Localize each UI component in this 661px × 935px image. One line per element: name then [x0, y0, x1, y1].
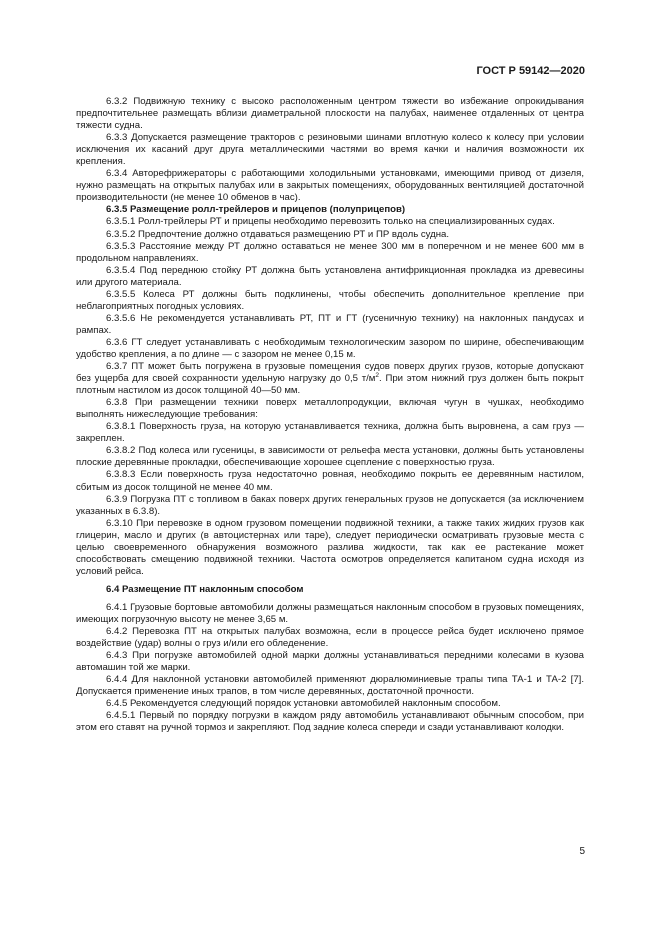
paragraph: 6.3.5.3 Расстояние между РТ должно оставаться не менее 300 мм в поперечном и не менее 600 мм в продольном направлениях.: [76, 240, 584, 264]
paragraph-text: 6.3.7 ПТ может быть погружена в грузовые помещения судов поверх других грузов, которые допускают без ущерба для своей сохранности удельную нагрузку до 0,5 т/м: [76, 361, 584, 385]
paragraph: 6.3.10 При перевозке в одном грузовом помещении подвижной техники, а также таких жидких грузов как глицерин, масло и других (в автоцистернах или таре), следует периодически осматривать грузовые места с целью своевременного обнаружения возможного разлива жидкости, так как ее растекание может способствовать смещению подвижной техники. Частота осмотров определяется капитаном судна исходя из условий рейса.: [76, 517, 584, 577]
paragraph: 6.3.3 Допускается размещение тракторов с резиновыми шинами вплотную колесо к колесу при условии исключения их касаний друг друга металлическими частями во время качки и наличия возможности их крепления.: [76, 132, 584, 168]
paragraph: 6.4.5 Рекомендуется следующий порядок установки автомобилей наклонным способом.: [106, 698, 501, 710]
paragraph: 6.3.8 При размещении техники поверх металлопродукции, включая чугун в чушках, необходимо выполнять нижеследующие требования:: [76, 397, 584, 421]
paragraph: 6.3.6 ГТ следует устанавливать с необходимым технологическим зазором по ширине, обеспечивающим удобство крепления, а по длине — с зазором не менее 0,15 м.: [76, 336, 584, 360]
paragraph: 6.3.8.2 Под колеса или гусеницы, в зависимости от рельефа места установки, должны быть установлены плоские деревянные прокладки, обеспечивающие хорошее сцепление с поверхностью груза.: [76, 445, 584, 469]
paragraph: 6.4.4 Для наклонной установки автомобилей применяют дюралюминиевые трапы типа ТА-1 и ТА-2 [7]. Допускается применение иных трапов, в том числе деревянных, достаточной прочности.: [76, 674, 584, 698]
paragraph: 6.4.1 Грузовые бортовые автомобили должны размещаться наклонным способом в грузовых помещениях, имеющих погрузочную высоту не менее 3,65 м.: [76, 601, 584, 625]
paragraph: 6.3.5.1 Ролл-трейлеры РТ и прицепы необходимо перевозить только на специализированных судах.: [106, 216, 555, 228]
paragraph: 6.4.5.1 Первый по порядку погрузки в каждом ряду автомобиль устанавливают обычным способом, при этом его ставят на ручной тормоз и закрепляют. Под задние колеса спереди и сзади устанавливают колодки.: [76, 710, 584, 734]
superscript: 2: [375, 371, 380, 379]
paragraph: 6.3.4 Авторефрижераторы с работающими холодильными установками, имеющими привод от дизеля, нужно размещать на открытых палубах или в закрытых помещениях, оборудованных вентиляцией достаточной производительности (не менее 10 обменов в час).: [76, 168, 584, 204]
paragraph-text-tail: . При этом нижний груз должен быть покрыт плотным настилом из досок толщиной 40—50 мм.: [76, 373, 584, 397]
paragraph: 6.3.8.3 Если поверхность груза недостаточно ровная, необходимо покрыть ее деревянным настилом, сбитым из досок толщиной не менее 40 мм.: [76, 469, 584, 493]
standard-header: ГОСТ Р 59142—2020: [476, 65, 585, 77]
paragraph: 6.3.5.2 Предпочтение должно отдаваться размещению РТ и ПР вдоль судна.: [106, 228, 450, 240]
paragraph: 6.3.8.1 Поверхность груза, на которую устанавливается техника, должна быть выровнена, а сам груз — закреплен.: [76, 421, 584, 445]
document-body: [76, 96, 584, 734]
paragraph: [76, 361, 584, 397]
page-number: 5: [579, 846, 585, 857]
paragraph: 6.3.9 Погрузка ПТ с топливом в баках поверх других генеральных грузов не допускается (за исключением указанных в 6.3.8).: [76, 493, 584, 517]
paragraph: 6.4.3 При погрузке автомобилей одной марки должны устанавливаться передними колесами в кузова автомашин той же марки.: [76, 650, 584, 674]
section-heading: 6.4 Размещение ПТ наклонным способом: [106, 583, 304, 595]
paragraph: 6.3.5.5 Колеса РТ должны быть подклинены, чтобы обеспечить дополнительное крепление при неблагоприятных погодных условиях.: [76, 288, 584, 312]
paragraph: 6.3.5.4 Под переднюю стойку РТ должна быть установлена антифрикционная прокладка из древесины или другого материала.: [76, 264, 584, 288]
paragraph: 6.4.2 Перевозка ПТ на открытых палубах возможна, если в процессе рейса будет исключено прямое воздействие (удар) волны о груз и/или его обледенение.: [76, 626, 584, 650]
paragraph: 6.3.2 Подвижную технику с высоко расположенным центром тяжести во избежание опрокидывания предпочтительнее размещать вблизи диаметральной плоскости на палубах, наименее отдаленных от центра тяжести судна.: [76, 96, 584, 132]
paragraph: 6.3.5.6 Не рекомендуется устанавливать РТ, ПТ и ГТ (гусеничную технику) на наклонных пандусах и рампах.: [76, 312, 584, 336]
section-heading: 6.3.5 Размещение ролл-трейлеров и прицепов (полуприцепов): [106, 204, 406, 216]
